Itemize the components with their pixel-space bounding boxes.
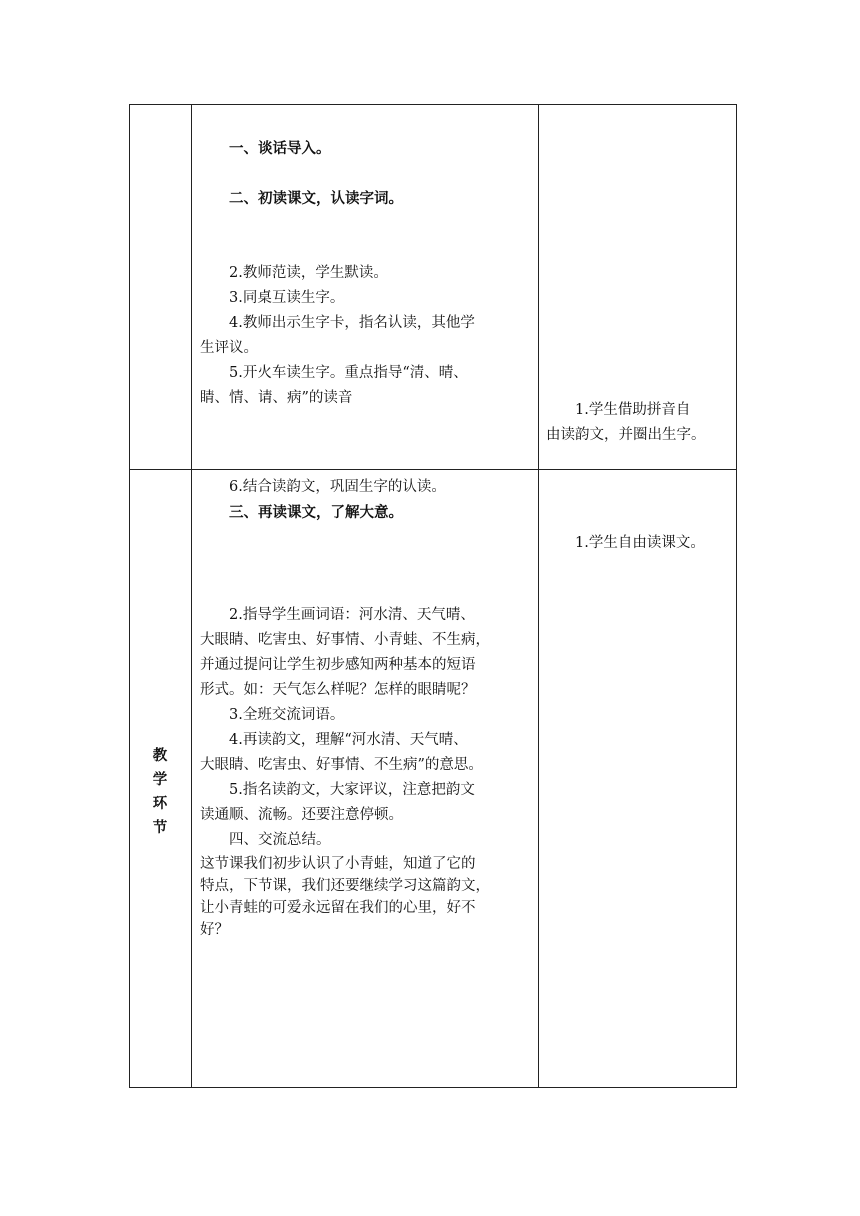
text-line: 让小青蛙的可爱永远留在我们的心里，好不	[200, 900, 476, 916]
label-char: 环	[152, 795, 168, 812]
text-line: 5.指名读韵文，大家评议，注意把韵文	[229, 782, 475, 798]
text-line: 睛、情、请、病”的读音	[200, 390, 353, 406]
text-line: 6.结合读韵文，巩固生字的认读。	[229, 479, 446, 495]
text-line: 2.指导学生画词语：河水清、天气晴、	[229, 607, 475, 623]
label-char: 教	[152, 747, 168, 764]
table-border-bottom	[129, 1087, 737, 1088]
table-border-left	[129, 104, 130, 1088]
section-heading: 三、再读课文，了解大意。	[229, 504, 403, 521]
section-heading: 二、初读课文，认读字词。	[229, 190, 403, 207]
row1-teacher-cell	[200, 136, 536, 411]
text-line: 特点，下节课，我们还要继续学习这篇韵文，	[200, 878, 490, 894]
text-line: 生评议。	[200, 340, 258, 356]
text-line: 5.开火车读生字。重点指导“清、晴、	[229, 365, 468, 381]
row-divider	[129, 469, 737, 470]
text-line: 2.教师范读，学生默读。	[229, 265, 388, 281]
column-divider-2	[538, 104, 539, 1088]
text-line: 形式。如：天气怎么样呢？怎样的眼睛呢？	[200, 682, 476, 698]
text-line: 并通过提问让学生初步感知两种基本的短语	[200, 657, 476, 673]
summary-block	[200, 853, 536, 941]
row2-teacher-cell	[200, 475, 536, 525]
text-line: 3.全班交流词语。	[229, 707, 345, 723]
row2-student-cell	[546, 531, 736, 556]
table-border-right	[736, 104, 737, 1088]
text-line: 1.学生自由读课文。	[575, 535, 705, 551]
label-char: 节	[152, 819, 168, 836]
row2-teacher-cell-continued	[200, 603, 536, 941]
text-line: 1.学生借助拼音自	[575, 402, 691, 418]
section-heading: 四、交流总结。	[229, 832, 331, 848]
row1-student-cell	[546, 398, 736, 448]
text-line: 3.同桌互读生字。	[229, 290, 345, 306]
text-line: 这节课我们初步认识了小青蛙，知道了它的	[200, 856, 476, 872]
text-line: 由读韵文，并圈出生字。	[546, 427, 706, 443]
label-char: 学	[152, 771, 168, 788]
text-line: 4.再读韵文，理解“河水清、天气晴、	[229, 732, 468, 748]
text-line: 4.教师出示生字卡，指名认读，其他学	[229, 315, 475, 331]
text-line: 大眼睛、吃害虫、好事情、不生病”的意思。	[200, 757, 483, 773]
text-line: 大眼睛、吃害虫、好事情、小青蛙、不生病，	[200, 632, 490, 648]
teaching-stage-label	[129, 744, 191, 840]
table-border-top	[129, 104, 737, 105]
section-heading: 一、谈话导入。	[229, 140, 331, 157]
column-divider-1	[191, 104, 192, 1088]
lesson-table	[129, 104, 737, 1088]
text-line: 读通顺、流畅。还要注意停顿。	[200, 807, 403, 823]
text-line: 好？	[200, 922, 229, 938]
